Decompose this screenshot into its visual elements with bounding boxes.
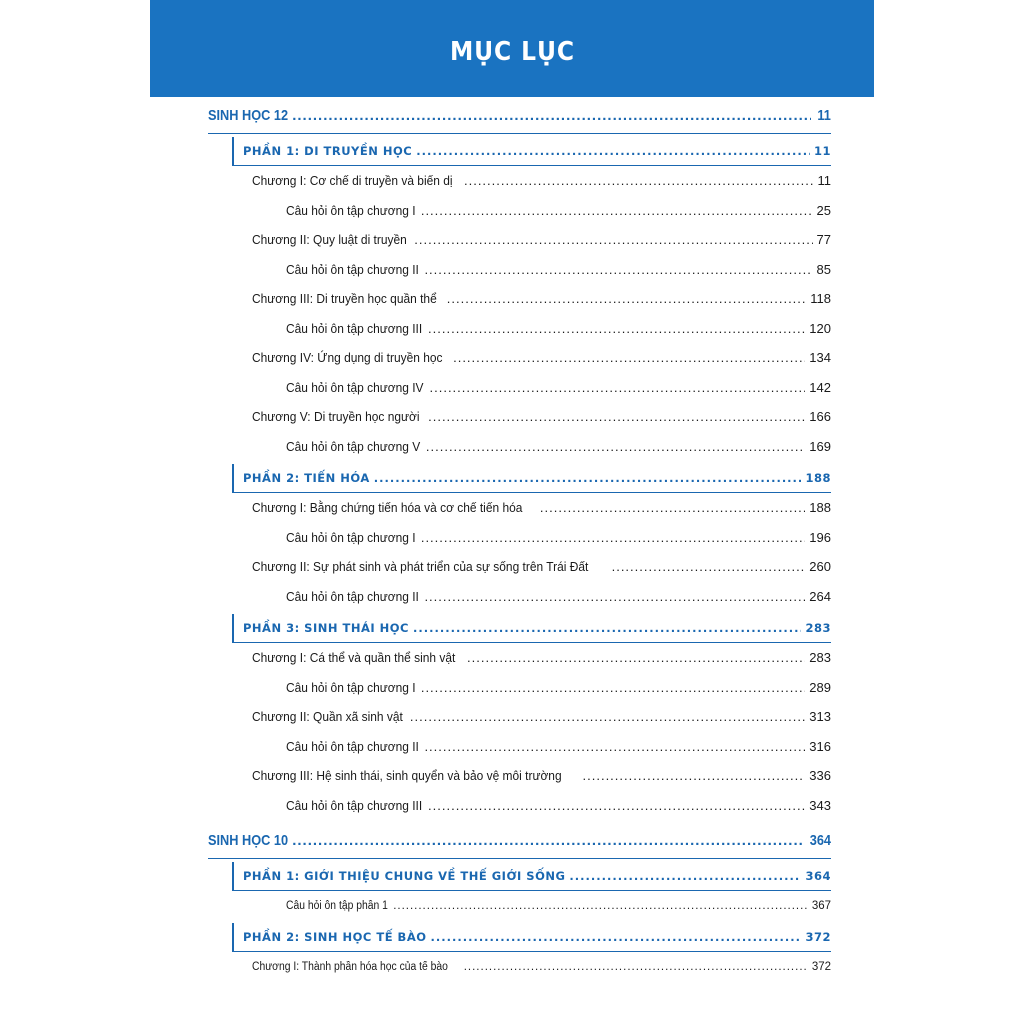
dot-leader (583, 768, 806, 783)
entry-title: Chương I: Bằng chứng tiến hóa và cơ chế tiến hóa (252, 500, 523, 516)
dot-leader (413, 621, 801, 635)
entry-title: Câu hỏi ôn tập chương II (286, 738, 419, 754)
entry-page-number: 11 (813, 144, 831, 158)
entry-title: Chương I: Cá thể và quần thể sinh vật (252, 650, 456, 666)
toc-chapter-entry (252, 225, 831, 255)
toc-chapter-entry (252, 952, 831, 981)
entry-page-number: 372 (805, 930, 831, 944)
entry-title: PHẦN 1: GIỚI THIỆU CHUNG VỀ THẾ GIỚI SỐNG (243, 869, 566, 883)
entry-title: Chương V: Di truyền học người (252, 409, 420, 425)
toc-review-entry (286, 523, 831, 553)
entry-page-number: 343 (809, 797, 831, 813)
dot-leader (421, 530, 805, 545)
dot-leader (410, 709, 805, 724)
dot-leader (464, 173, 814, 188)
entry-title: PHẦN 1: DI TRUYỀN HỌC (243, 144, 413, 158)
toc-review-entry (286, 673, 831, 703)
entry-title: PHẦN 2: SINH HỌC TẾ BÀO (243, 930, 427, 944)
dot-leader (424, 589, 805, 604)
dot-leader (416, 144, 810, 158)
entry-title: Câu hỏi ôn tập chương I (286, 529, 416, 545)
entry-title: PHẦN 2: TIẾN HÓA (243, 471, 370, 485)
dot-leader (431, 930, 802, 944)
entry-title: Chương I: Thành phần hóa học của tế bào (252, 960, 448, 973)
entry-page-number: 367 (811, 899, 831, 912)
toc-part-heading (232, 464, 831, 493)
title-banner (150, 0, 874, 97)
dot-leader (428, 409, 805, 424)
dot-leader (612, 559, 806, 574)
dot-leader (421, 680, 805, 695)
dot-leader (424, 739, 805, 754)
entry-title: SINH HỌC 12 (208, 106, 289, 124)
entry-title: Câu hỏi ôn tập chương IV (286, 379, 424, 395)
dot-leader (453, 350, 805, 365)
dot-leader (569, 869, 801, 883)
entry-title: Câu hỏi ôn tập chương III (286, 797, 423, 813)
entry-page-number: 313 (809, 709, 831, 725)
entry-title: Chương III: Di truyền học quần thể (252, 291, 437, 307)
dot-leader (424, 262, 812, 277)
entry-title: Chương II: Sự phát sinh và phát triển của sự sống trên Trái Đất (252, 559, 589, 575)
toc-chapter-entry (252, 493, 831, 523)
entry-title: Chương IV: Ứng dụng di truyền học (252, 350, 443, 366)
toc-page (150, 0, 874, 1024)
dot-leader (447, 291, 806, 306)
toc-chapter-entry (252, 702, 831, 732)
dot-leader (430, 380, 806, 395)
toc-part-heading (232, 137, 831, 166)
toc-review-entry (286, 314, 831, 344)
entry-page-number: 25 (816, 202, 831, 218)
dot-leader (421, 203, 813, 218)
toc-chapter-entry (252, 284, 831, 314)
toc-review-entry (286, 582, 831, 612)
dot-leader (428, 321, 805, 336)
entry-page-number: 134 (809, 350, 831, 366)
toc-review-entry (286, 196, 831, 226)
entry-title: Câu hỏi ôn tập chương V (286, 438, 421, 454)
entry-page-number: 77 (816, 232, 831, 248)
entry-page-number: 196 (809, 529, 831, 545)
entry-page-number: 118 (810, 291, 831, 307)
toc-part-heading (232, 614, 831, 643)
dot-leader (428, 798, 805, 813)
entry-page-number: 120 (809, 320, 831, 336)
entry-page-number: 364 (809, 831, 831, 849)
dot-leader (464, 961, 808, 973)
entry-page-number: 11 (817, 173, 831, 189)
entry-title: Câu hỏi ôn tập chương I (286, 679, 416, 695)
toc-chapter-entry (252, 402, 831, 432)
entry-title: PHẦN 3: SINH THÁI HỌC (243, 621, 409, 635)
entry-page-number: 11 (817, 106, 831, 124)
entry-page-number: 169 (809, 438, 831, 454)
dot-leader (540, 500, 805, 515)
table-of-contents (208, 97, 831, 981)
entry-title: Chương III: Hệ sinh thái, sinh quyển và bảo vệ môi trường (252, 768, 562, 784)
entry-title: Chương I: Cơ chế di truyền và biến dị (252, 173, 453, 189)
entry-page-number: 372 (811, 960, 831, 973)
dot-leader (393, 900, 808, 912)
entry-title: Câu hỏi ôn tập phần 1 (286, 899, 388, 912)
toc-book-heading (208, 97, 831, 134)
toc-part-heading (232, 862, 831, 891)
entry-title: Câu hỏi ôn tập chương II (286, 261, 419, 277)
toc-chapter-entry (252, 343, 831, 373)
dot-leader (426, 439, 805, 454)
entry-page-number: 188 (809, 500, 831, 516)
dot-leader (292, 107, 811, 124)
entry-page-number: 264 (809, 588, 831, 604)
toc-review-entry (286, 891, 831, 920)
entry-page-number: 364 (805, 869, 831, 883)
toc-review-entry (286, 373, 831, 403)
page-title: MỤC LỤC (449, 36, 575, 67)
toc-chapter-entry (252, 643, 831, 673)
dot-leader (292, 832, 802, 849)
entry-page-number: 283 (809, 650, 831, 666)
entry-page-number: 260 (809, 559, 831, 575)
entry-title: Chương II: Quy luật di truyền (252, 232, 407, 248)
dot-leader (467, 650, 805, 665)
entry-page-number: 336 (809, 768, 831, 784)
entry-title: SINH HỌC 10 (208, 831, 289, 849)
toc-book-heading (208, 822, 831, 859)
entry-page-number: 166 (809, 409, 831, 425)
entry-page-number: 316 (809, 738, 831, 754)
entry-page-number: 142 (809, 379, 831, 395)
toc-review-entry (286, 791, 831, 821)
toc-review-entry (286, 255, 831, 285)
toc-chapter-entry (252, 761, 831, 791)
entry-page-number: 85 (816, 261, 831, 277)
toc-review-entry (286, 732, 831, 762)
entry-title: Chương II: Quần xã sinh vật (252, 709, 403, 725)
dot-leader (414, 232, 812, 247)
toc-review-entry (286, 432, 831, 462)
entry-page-number: 289 (809, 679, 831, 695)
entry-title: Câu hỏi ôn tập chương II (286, 588, 419, 604)
entry-title: Câu hỏi ôn tập chương III (286, 320, 423, 336)
toc-chapter-entry (252, 552, 831, 582)
toc-part-heading (232, 923, 831, 952)
entry-page-number: 188 (805, 471, 831, 485)
entry-page-number: 283 (805, 621, 831, 635)
entry-title: Câu hỏi ôn tập chương I (286, 202, 416, 218)
toc-chapter-entry (252, 166, 831, 196)
dot-leader (374, 471, 802, 485)
